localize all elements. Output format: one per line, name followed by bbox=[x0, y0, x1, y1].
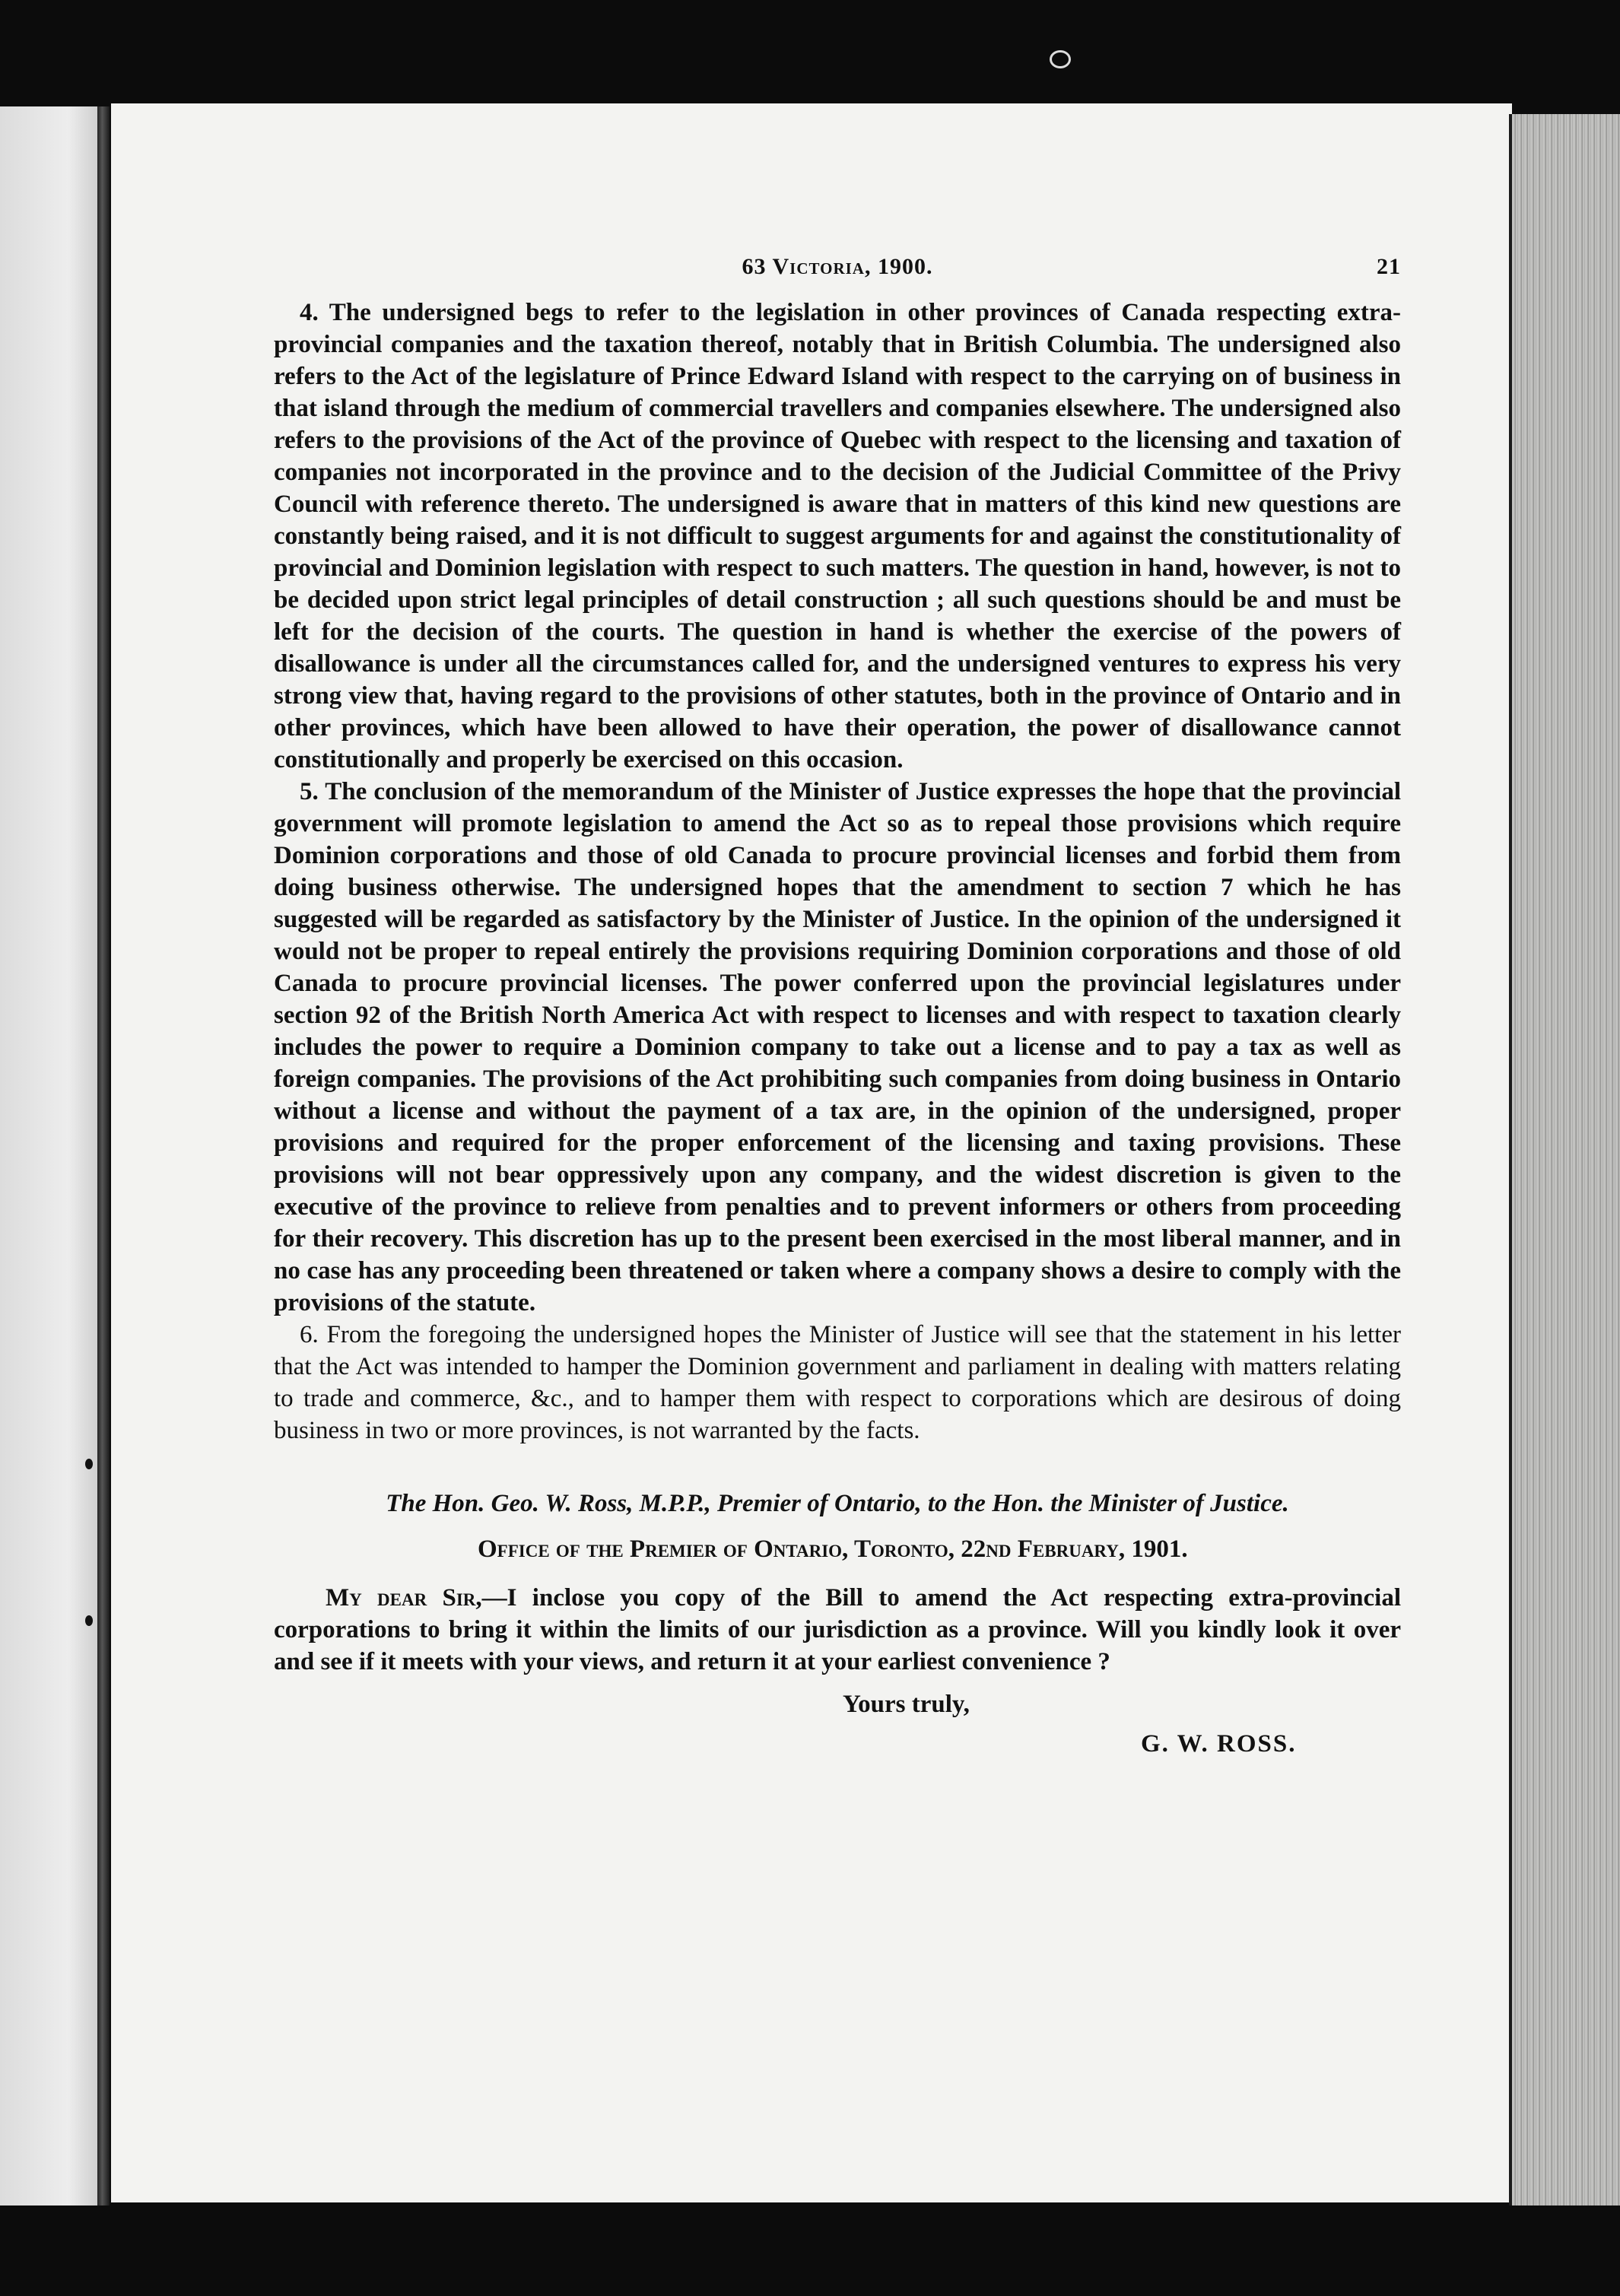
letter-body-text: —I inclose you copy of the Bill to amend the Act respecting extra-provincial corporations to bring it within the limits of our jurisdiction as a province. Will you kindly look it over and see if it meets with your views, and return it at your earliest convenience ? bbox=[274, 1584, 1401, 1675]
letter-address: Office of the Premier of Ontario, Toronto, 22nd February, 1901. bbox=[478, 1535, 1188, 1563]
running-head bbox=[274, 251, 1401, 297]
page-stack-edge bbox=[1512, 114, 1620, 2205]
paragraph-6: 6. From the foregoing the undersigned hopes the Minister of Justice will see that the statement in his letter that the Act was intended to hamper the Dominion government and parliament in dealing with matters relating to trade and commerce, &c., and to hamper them with respect to corporations which are desirous of doing business in two or more provinces, is not warranted by the facts. bbox=[274, 1321, 1401, 1444]
scan-artifact bbox=[1050, 50, 1071, 68]
letter-signature: G. W. ROSS. bbox=[1141, 1730, 1297, 1758]
running-head-title: 63 Victoria, 1900. bbox=[742, 254, 933, 279]
binding-mark bbox=[85, 1459, 93, 1469]
binding-gutter bbox=[97, 106, 110, 2205]
binding-mark bbox=[85, 1615, 93, 1626]
letter-closing: Yours truly, bbox=[843, 1691, 970, 1718]
paragraph-4: 4. The undersigned begs to refer to the legislation in other provinces of Canada respecting extra-provincial companies and the taxation thereof, notably that in British Columbia. The undersigned also refers to the Act of the legislature of Prince Edward Island with respect to the carrying on of business in that island through the medium of commercial travellers and companies elsewhere. The undersigned also refers to the provisions of the Act of the province of Quebec with respect to the licensing and taxation of companies not incorporated in the province and to the decision of the Judicial Committee of the Privy Council with reference thereto. The undersigned is aware that in matters of this kind new questions are constantly being raised, and it is not difficult to suggest arguments for and against the constitutionality of provincial and Dominion legislation with respect to such matters. The question in hand, however, is not to be decided upon strict legal principles of detail construction ; all such questions should be and must be left for the decision of the courts. The question in hand is whether the exercise of the powers of disallowance is under all the circumstances called for, and the undersigned ventures to express his very strong view that, having regard to the provisions of other statutes, both in the province of Ontario and in other provinces, which have been allowed to have their operation, the power of disallowance cannot constitutionally and properly be exercised on this occasion. bbox=[274, 299, 1401, 773]
page-text bbox=[274, 251, 1401, 1760]
page-number: 21 bbox=[1377, 254, 1401, 279]
facing-page-edge bbox=[0, 106, 97, 2205]
letter-heading: The Hon. Geo. W. Ross, M.P.P., Premier of Ontario, to the Hon. the Minister of Justice. bbox=[386, 1490, 1289, 1517]
paragraph-5: 5. The conclusion of the memorandum of the Minister of Justice expresses the hope that the provincial government will promote legislation to amend the Act so as to repeal those provisions which require Dominion corporations and those of old Canada to procure provincial licenses and forbid them from doing business otherwise. The undersigned hopes that the amendment to section 7 which he has suggested will be regarded as satisfactory by the Minister of Justice. In the opinion of the undersigned it would not be proper to repeal entirely the provisions requiring Dominion corporations and those of old Canada to procure provincial licenses. The power conferred upon the provincial legislatures under section 92 of the British North America Act with respect to licenses and with respect to taxation clearly includes the power to require a Dominion company to take out a license and to pay a tax as well as foreign companies. The provisions of the Act prohibiting such companies from doing business in Ontario without a license and without the payment of a tax are, in the opinion of the undersigned, proper provisions and required for the proper enforcement of the licensing and taxing provisions. These provisions will not bear oppressively upon any company, and the widest discretion is given to the executive of the province to relieve from penalties and to prevent informers or others from proceeding for their recovery. This discretion has up to the present been exercised in the most liberal manner, and in no case has any proceeding been threatened or taken where a company shows a desire to comply with the provisions of the statute. bbox=[274, 778, 1401, 1316]
letter-salutation: My dear Sir, bbox=[326, 1584, 482, 1612]
letter-body bbox=[274, 1582, 1401, 1678]
